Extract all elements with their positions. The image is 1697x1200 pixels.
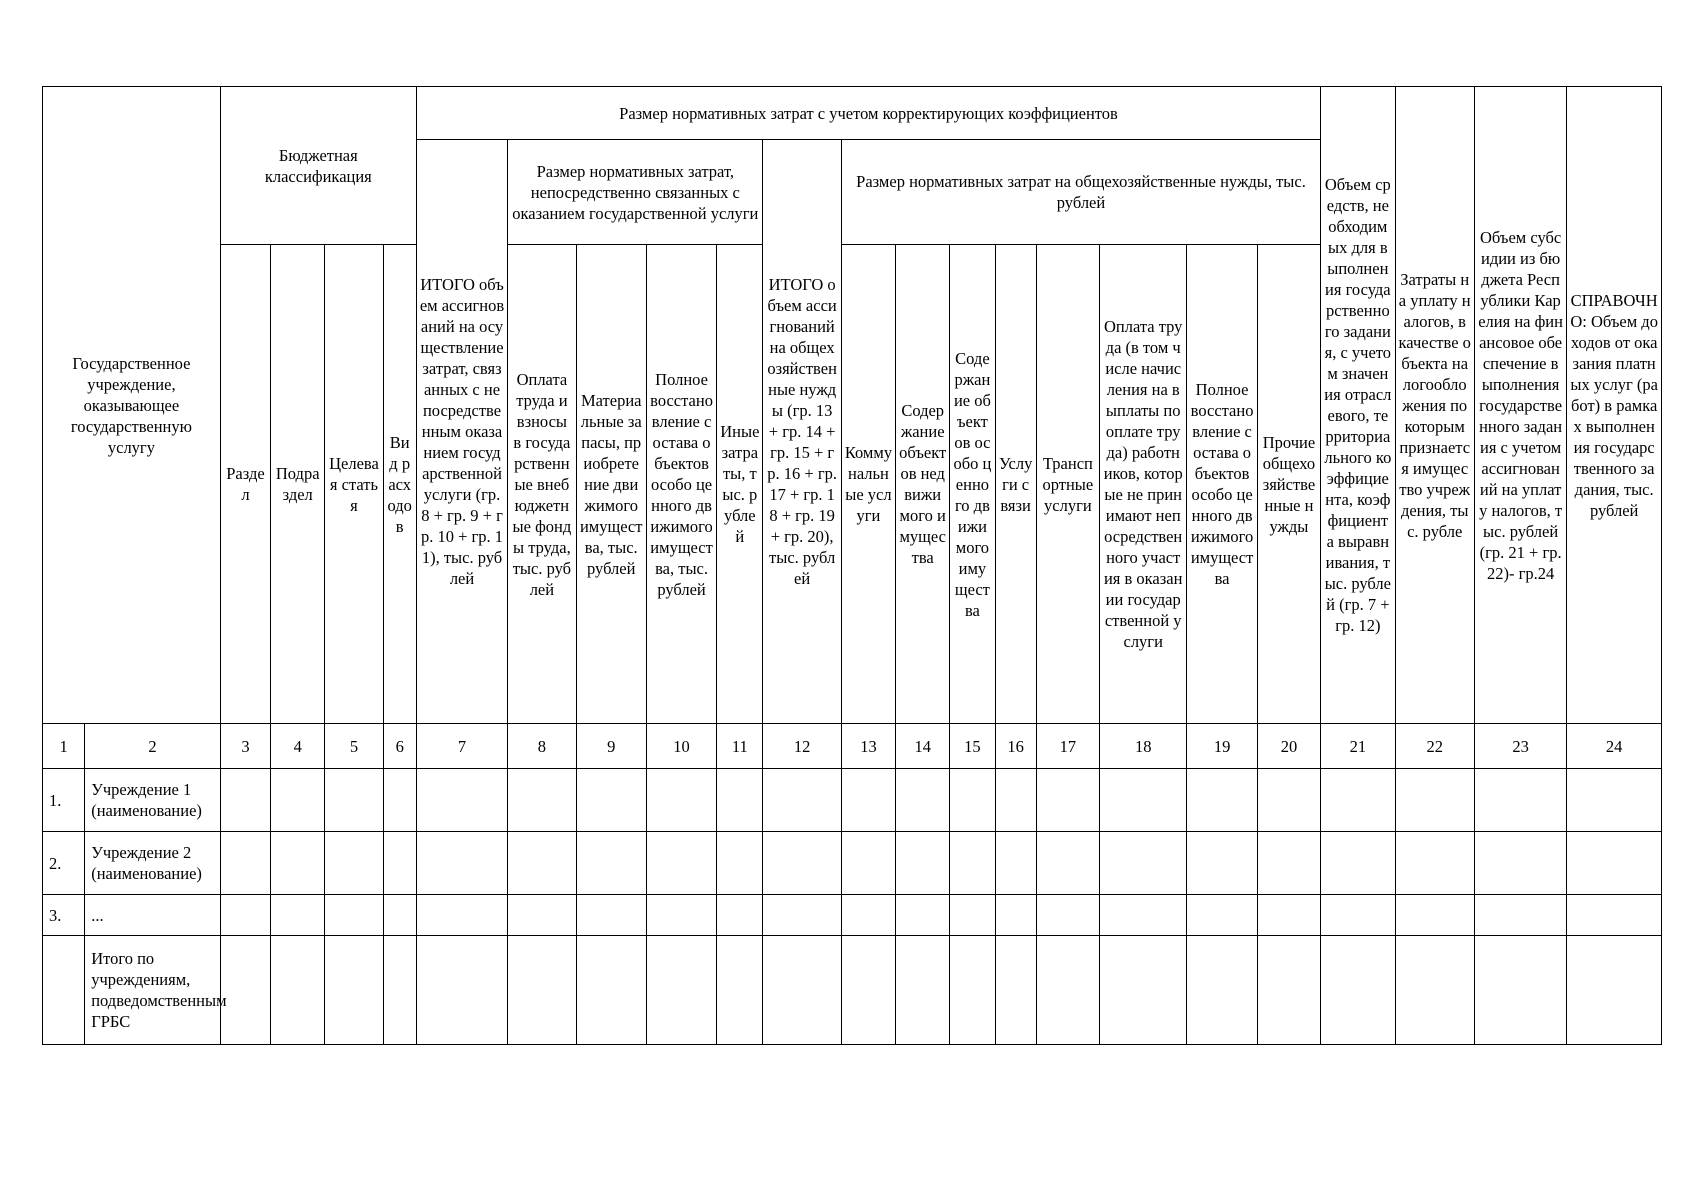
empty-cell — [1100, 769, 1187, 832]
empty-cell — [1321, 769, 1395, 832]
empty-cell — [1474, 936, 1566, 1045]
empty-cell — [841, 832, 895, 895]
empty-cell — [576, 769, 646, 832]
column-number: 21 — [1321, 724, 1395, 769]
column-number: 9 — [576, 724, 646, 769]
empty-cell — [896, 769, 950, 832]
empty-cell — [1395, 832, 1474, 895]
empty-cell — [950, 936, 995, 1045]
empty-cell — [841, 769, 895, 832]
reference-header: СПРАВОЧНО: Объем доходов от оказания платных услуг (работ) в рамках выполнения государственного задания, тыс. рублей — [1567, 87, 1662, 724]
utilities-header: Коммунальные услуги — [841, 245, 895, 724]
expense-type-header: Вид расходов — [383, 245, 416, 724]
empty-cell — [271, 832, 325, 895]
column-number: 6 — [383, 724, 416, 769]
empty-cell — [717, 895, 763, 936]
empty-cell — [1100, 936, 1187, 1045]
budget-classification-header: Бюджетная классификация — [220, 87, 416, 245]
normative-costs-table — [42, 86, 1662, 1045]
empty-cell — [220, 832, 270, 895]
empty-cell — [896, 936, 950, 1045]
column-number: 15 — [950, 724, 995, 769]
column-number: 14 — [896, 724, 950, 769]
communication-header: Услуги связи — [995, 245, 1036, 724]
total-direct-header: ИТОГО объем ассигнований на осуществление затрат, связанных с непосредственным оказанием государственной услуги (гр. 8 + гр. 9 + гр. 10 + гр. 11), тыс. рублей — [416, 140, 507, 724]
empty-cell — [1100, 895, 1187, 936]
empty-cell — [383, 769, 416, 832]
empty-cell — [1100, 832, 1187, 895]
empty-cell — [763, 936, 841, 1045]
empty-cell — [508, 936, 576, 1045]
empty-cell — [508, 769, 576, 832]
empty-cell — [1036, 936, 1099, 1045]
empty-cell — [1257, 832, 1320, 895]
empty-cell — [1321, 895, 1395, 936]
empty-cell — [1257, 769, 1320, 832]
empty-cell — [508, 895, 576, 936]
empty-cell — [1036, 895, 1099, 936]
empty-cell — [995, 936, 1036, 1045]
empty-cell — [1187, 895, 1257, 936]
empty-cell — [1474, 895, 1566, 936]
empty-cell — [220, 769, 270, 832]
empty-cell — [841, 936, 895, 1045]
table-row — [43, 832, 1662, 895]
empty-cell — [325, 769, 383, 832]
empty-cell — [1036, 769, 1099, 832]
empty-cell — [1395, 769, 1474, 832]
column-number: 13 — [841, 724, 895, 769]
table-row-total — [43, 936, 1662, 1045]
institution-header: Государственное учреждение, оказывающее государственную услугу — [43, 87, 221, 724]
empty-cell — [383, 832, 416, 895]
total-general-header: ИТОГО объем ассигнований на общехозяйственные нужды (гр. 13 + гр. 14 + гр. 15 + гр. 16 + гр. 17 + гр. 18 + гр. 19 + гр. 20), тыс. рублей — [763, 140, 841, 724]
column-number: 8 — [508, 724, 576, 769]
column-number: 1 — [43, 724, 85, 769]
empty-cell — [1321, 832, 1395, 895]
institution-name: Учреждение 1 (наименование) — [85, 769, 221, 832]
empty-cell — [416, 936, 507, 1045]
empty-cell — [995, 769, 1036, 832]
column-number: 19 — [1187, 724, 1257, 769]
empty-cell — [383, 936, 416, 1045]
empty-cell — [416, 832, 507, 895]
institution-name: Учреждение 2 (наименование) — [85, 832, 221, 895]
real-estate-header: Содержание объектов недвижимого имущества — [896, 245, 950, 724]
normative-costs-header: Размер нормативных затрат с учетом корректирующих коэффициентов — [416, 87, 1320, 140]
empty-cell — [416, 769, 507, 832]
column-number: 16 — [995, 724, 1036, 769]
column-number: 17 — [1036, 724, 1099, 769]
empty-cell — [646, 936, 716, 1045]
column-number: 7 — [416, 724, 507, 769]
empty-cell — [271, 895, 325, 936]
column-number: 5 — [325, 724, 383, 769]
empty-cell — [995, 832, 1036, 895]
empty-cell — [763, 832, 841, 895]
empty-cell — [508, 832, 576, 895]
empty-cell — [1257, 895, 1320, 936]
empty-cell — [646, 832, 716, 895]
empty-cell — [896, 895, 950, 936]
column-number: 22 — [1395, 724, 1474, 769]
empty-cell — [717, 832, 763, 895]
empty-cell — [383, 895, 416, 936]
empty-cell — [1187, 936, 1257, 1045]
taxes-header: Затраты на уплату налогов, в качестве объекта налогообложения по которым признается имущество учреждения, тыс. рубле — [1395, 87, 1474, 724]
empty-cell — [1474, 832, 1566, 895]
column-number: 2 — [85, 724, 221, 769]
empty-cell — [896, 832, 950, 895]
empty-cell — [271, 936, 325, 1045]
subsection-header: Подраздел — [271, 245, 325, 724]
empty-cell — [220, 895, 270, 936]
empty-cell — [1187, 832, 1257, 895]
column-number: 18 — [1100, 724, 1187, 769]
empty-cell — [576, 936, 646, 1045]
empty-cell — [841, 895, 895, 936]
empty-cell — [576, 832, 646, 895]
empty-cell — [325, 895, 383, 936]
column-number: 11 — [717, 724, 763, 769]
column-number: 3 — [220, 724, 270, 769]
empty-cell — [950, 832, 995, 895]
column-number: 23 — [1474, 724, 1566, 769]
table-row — [43, 895, 1662, 936]
institution-name: Итого по учреждениям, подведомственным ГРБС — [85, 936, 221, 1045]
empty-cell — [220, 936, 270, 1045]
empty-cell — [1567, 895, 1662, 936]
section-header: Раздел — [220, 245, 270, 724]
funds-volume-header: Объем средств, необходимых для выполнения государственного задания, с учетом значения отраслевого, территориального коэффициента, коэффициента выравнивания, тыс. рублей (гр. 7 + гр. 12) — [1321, 87, 1395, 724]
empty-cell — [1321, 936, 1395, 1045]
empty-cell — [763, 895, 841, 936]
direct-costs-group-header: Размер нормативных затрат, непосредственно связанных с оказанием государственной услуги — [508, 140, 763, 245]
transport-header: Транспортные услуги — [1036, 245, 1099, 724]
direct-labor-header: Оплата труда и взносы в государственные внебюджетные фонды труда, тыс. рублей — [508, 245, 576, 724]
general-other-header: Прочие общехозяйственные нужды — [1257, 245, 1320, 724]
empty-cell — [1395, 936, 1474, 1045]
empty-cell — [325, 936, 383, 1045]
empty-cell — [416, 895, 507, 936]
empty-cell — [1567, 832, 1662, 895]
empty-cell — [950, 895, 995, 936]
general-restore-header: Полное восстановление состава объектов особо ценного движимого имущества — [1187, 245, 1257, 724]
general-labor-header: Оплата труда (в том числе начисления на выплаты по оплате труда) работников, которые не принимают непосредственного участия в оказании государственной услуги — [1100, 245, 1187, 724]
empty-cell — [271, 769, 325, 832]
general-costs-group-header: Размер нормативных затрат на общехозяйственные нужды, тыс. рублей — [841, 140, 1320, 245]
empty-cell — [1474, 769, 1566, 832]
empty-cell — [950, 769, 995, 832]
empty-cell — [717, 769, 763, 832]
direct-materials-header: Материальные запасы, приобретение движимого имущества, тыс. рублей — [576, 245, 646, 724]
movable-property-header: Содержание объектов особо ценного движимого имущества — [950, 245, 995, 724]
column-number: 20 — [1257, 724, 1320, 769]
row-number: 3. — [43, 895, 85, 936]
empty-cell — [1257, 936, 1320, 1045]
empty-cell — [1036, 832, 1099, 895]
empty-cell — [1567, 936, 1662, 1045]
column-number: 12 — [763, 724, 841, 769]
direct-restore-header: Полное восстановление состава объектов особо ценного движимого имущества, тыс. рублей — [646, 245, 716, 724]
empty-cell — [576, 895, 646, 936]
empty-cell — [325, 832, 383, 895]
row-number: 1. — [43, 769, 85, 832]
row-number — [43, 936, 85, 1045]
empty-cell — [646, 895, 716, 936]
empty-cell — [1187, 769, 1257, 832]
row-number: 2. — [43, 832, 85, 895]
target-item-header: Целевая статья — [325, 245, 383, 724]
empty-cell — [1395, 895, 1474, 936]
subsidy-header: Объем субсидии из бюджета Республики Карелия на финансовое обеспечение выполнения государственного задания с учетом ассигнований на уплату налогов, тыс. рублей (гр. 21 + гр. 22)- гр.24 — [1474, 87, 1566, 724]
column-number: 10 — [646, 724, 716, 769]
column-number-row — [43, 724, 1662, 769]
column-number: 4 — [271, 724, 325, 769]
empty-cell — [763, 769, 841, 832]
empty-cell — [646, 769, 716, 832]
empty-cell — [717, 936, 763, 1045]
empty-cell — [995, 895, 1036, 936]
empty-cell — [1567, 769, 1662, 832]
institution-name: ... — [85, 895, 221, 936]
header-row-1 — [43, 87, 1662, 140]
table-row — [43, 769, 1662, 832]
column-number: 24 — [1567, 724, 1662, 769]
direct-other-header: Иные затраты, тыс. рублей — [717, 245, 763, 724]
